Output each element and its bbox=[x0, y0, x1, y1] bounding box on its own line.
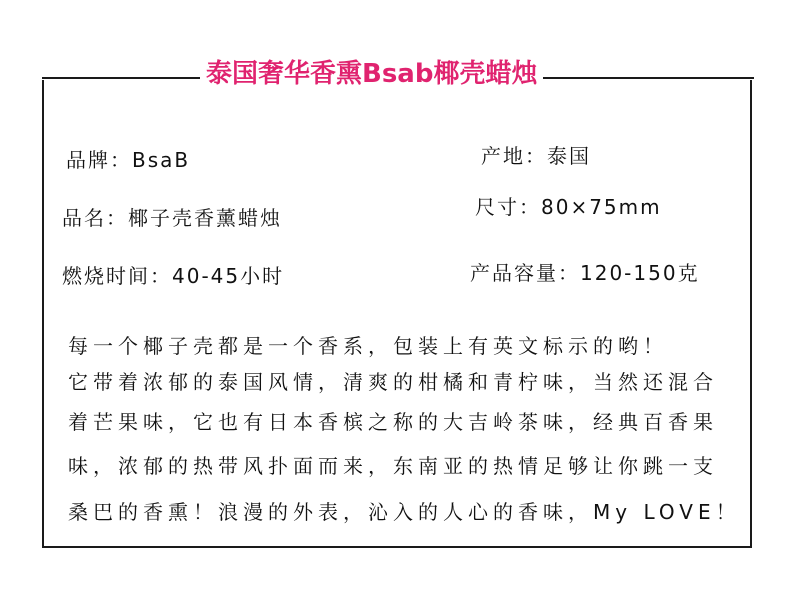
product-description bbox=[68, 330, 748, 536]
description-line: 每一个椰子壳都是一个香系，包装上有英文标示的哟！ bbox=[68, 334, 668, 358]
spec-origin: 产地：泰国 bbox=[481, 144, 591, 168]
description-line: 着芒果味，它也有日本香槟之称的大吉岭茶味，经典百香果 bbox=[68, 410, 718, 434]
spec-burn-time: 燃烧时间：40-45小时 bbox=[62, 264, 285, 288]
spec-size: 尺寸：80×75mm bbox=[475, 195, 662, 219]
spec-name: 品名：椰子壳香薰蜡烛 bbox=[62, 206, 282, 230]
description-line: 桑巴的香熏！浪漫的外表，沁入的人心的香味，My LOVE！ bbox=[68, 500, 741, 524]
spec-capacity: 产品容量：120-150克 bbox=[470, 261, 700, 285]
spec-brand: 品牌：BsaB bbox=[66, 148, 191, 172]
description-line: 味，浓郁的热带风扑面而来，东南亚的热情足够让你跳一支 bbox=[68, 454, 718, 478]
product-title: 泰国奢华香熏Bsab椰壳蜡烛 bbox=[200, 54, 543, 94]
description-line: 它带着浓郁的泰国风情，清爽的柑橘和青柠味，当然还混合 bbox=[68, 370, 718, 394]
